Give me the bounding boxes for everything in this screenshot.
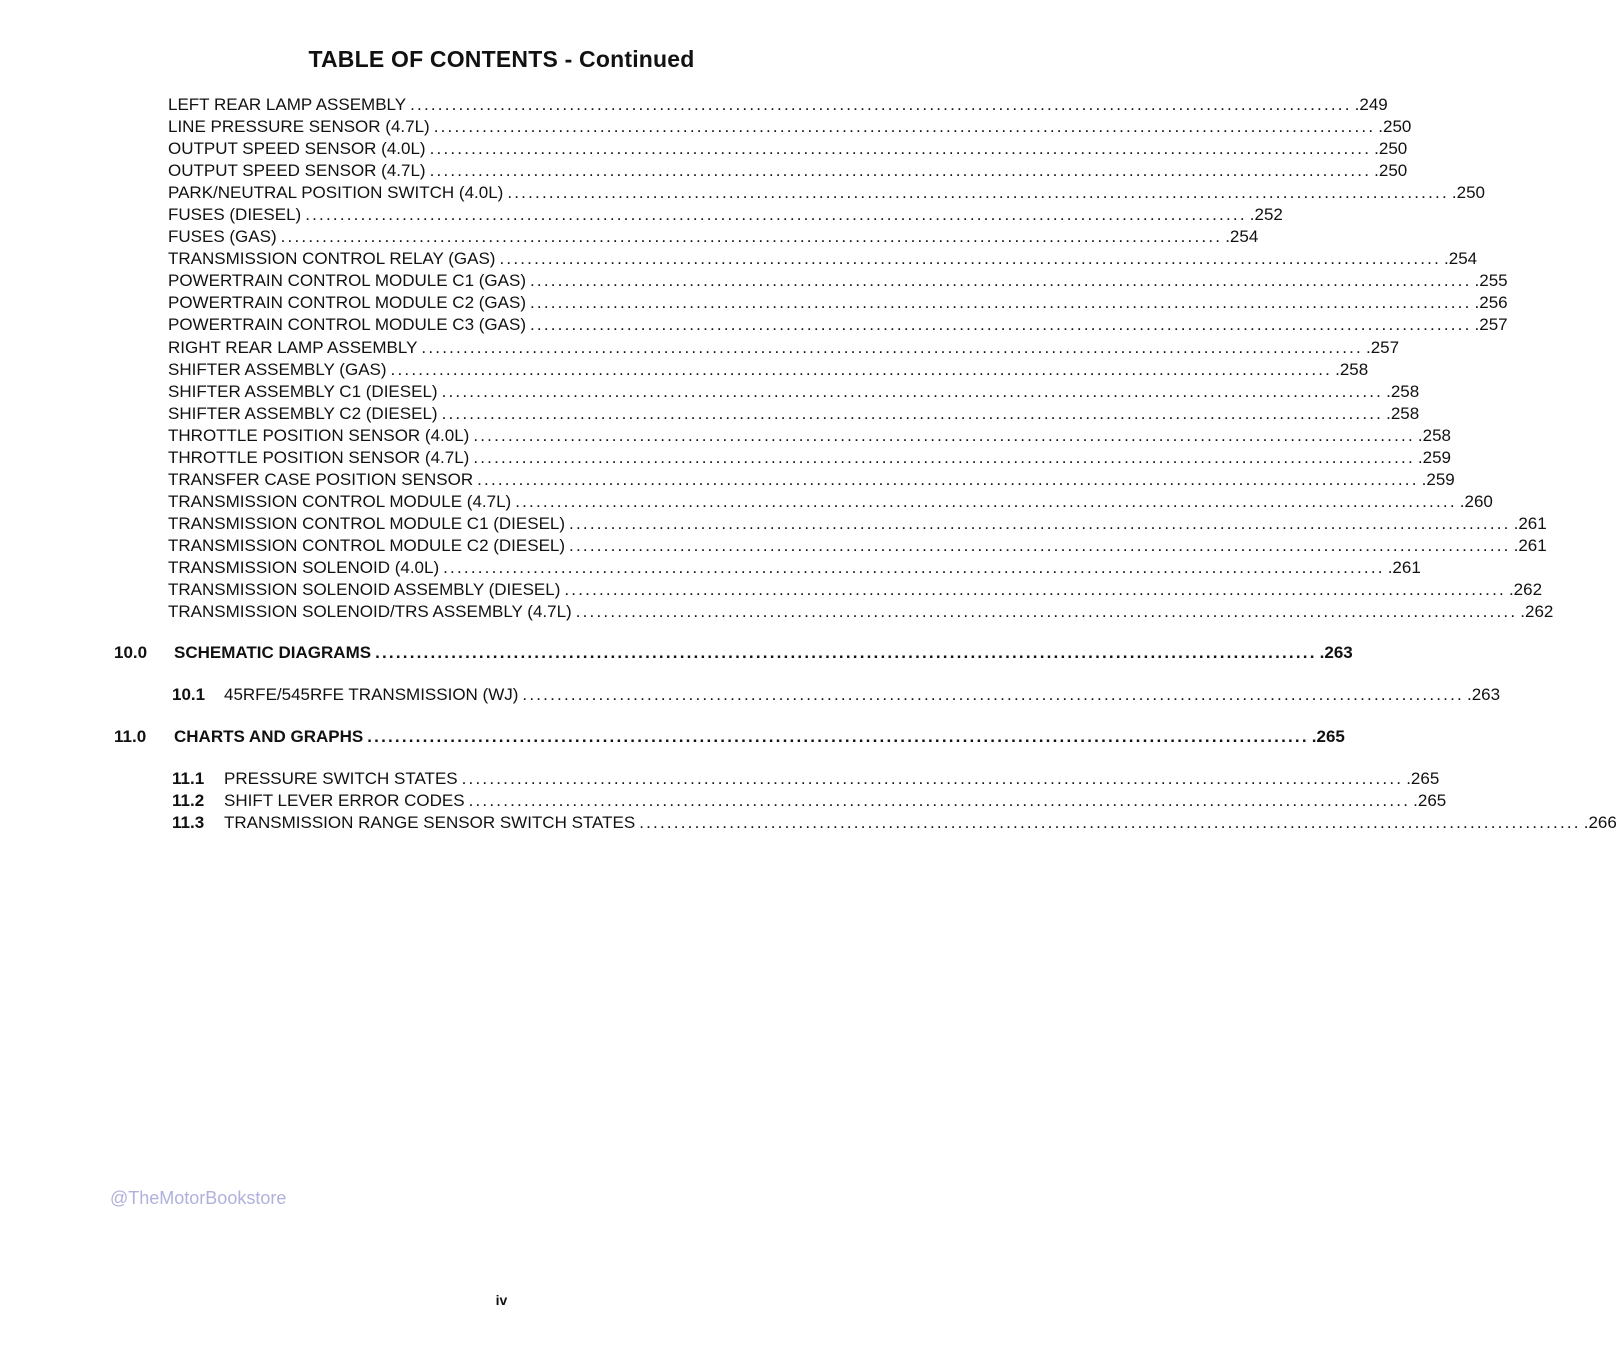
leader-dots: ........................................................................................................................................ <box>441 403 1384 423</box>
subsection-number: 10.1 <box>172 685 206 704</box>
toc-subsection[interactable] <box>172 791 1447 813</box>
toc-entry-label: TRANSMISSION CONTROL MODULE (4.7L) <box>168 491 512 511</box>
toc-entry-label: THROTTLE POSITION SENSOR (4.0L) <box>168 425 470 445</box>
subsection-page: .266 <box>1583 813 1617 833</box>
leader-dots: ........................................................................................................................................ <box>477 469 1419 489</box>
toc-entry[interactable] <box>168 139 1408 161</box>
toc-entry[interactable] <box>168 381 1420 404</box>
leader-dots: ........................................................................................................................................ <box>421 337 1363 357</box>
toc-entry[interactable] <box>168 315 1508 337</box>
toc-entry-page: .262 <box>1520 602 1554 622</box>
toc-entry-label: OUTPUT SPEED SENSOR (4.0L) <box>168 139 426 159</box>
toc-entry-page: .258 <box>1417 425 1451 445</box>
toc-subsection[interactable] <box>172 685 1501 707</box>
toc-entry-page: .257 <box>1474 315 1508 335</box>
toc-entry-label: SHIFTER ASSEMBLY C1 (DIESEL) <box>168 381 438 401</box>
toc-entry-page: .254 <box>1225 227 1259 247</box>
section-number: 10.0 <box>114 643 148 662</box>
toc-entry-label: SHIFTER ASSEMBLY (GAS) <box>168 359 387 379</box>
toc-subsection[interactable] <box>172 769 1440 791</box>
leader-dots: ........................................................................................................................................ <box>529 271 1472 291</box>
leader-dots: ........................................................................................................................................ <box>433 117 1376 137</box>
section-number: 11.0 <box>114 727 147 746</box>
leader-dots: ........................................................................................................................................ <box>375 643 1317 662</box>
subsection-label: SHIFT LEVER ERROR CODES <box>224 791 465 811</box>
toc-entry-page: .260 <box>1459 491 1493 511</box>
leader-dots: ........................................................................................................................................ <box>305 205 1247 225</box>
leader-dots: ........................................................................................................................................ <box>499 249 1442 269</box>
toc-entry-label: FUSES (GAS) <box>168 227 277 247</box>
subsection-number: 11.1 <box>172 769 205 788</box>
leader-dots: ........................................................................................................................................ <box>473 447 1415 467</box>
toc-section-10[interactable] <box>114 643 1353 663</box>
toc-entry-label: TRANSMISSION SOLENOID ASSEMBLY (DIESEL) <box>168 580 561 600</box>
subsection-label: 45RFE/545RFE TRANSMISSION (WJ) <box>224 685 519 704</box>
leader-dots: ........................................................................................................................................ <box>429 139 1372 159</box>
leader-dots: ........................................................................................................................................ <box>522 685 1464 704</box>
toc-entry[interactable] <box>168 183 1485 205</box>
section-label: CHARTS AND GRAPHS <box>174 727 364 746</box>
subsection-page: .263 <box>1466 685 1501 704</box>
toc-entry-page: .258 <box>1335 359 1369 379</box>
toc-entry-page: .259 <box>1417 447 1451 467</box>
toc-subsection[interactable] <box>172 813 1617 835</box>
toc-entry[interactable] <box>168 337 1400 360</box>
leader-dots: ........................................................................................................................................ <box>410 95 1352 114</box>
toc-entry-page: .262 <box>1508 580 1543 600</box>
leader-dots: ........................................................................................................................................ <box>443 557 1385 577</box>
subsection-number: 11.2 <box>172 791 205 811</box>
leader-dots: ........................................................................................................................................ <box>507 183 1449 203</box>
leader-dots: ........................................................................................................................................ <box>461 769 1404 788</box>
toc-entries <box>168 95 1554 624</box>
section-label: SCHEMATIC DIAGRAMS <box>174 643 372 662</box>
leader-dots: ........................................................................................................................................ <box>280 227 1223 247</box>
toc-entry[interactable] <box>168 491 1493 514</box>
toc-entry[interactable] <box>168 117 1412 139</box>
toc-entry[interactable] <box>168 513 1547 536</box>
toc-entry-label: SHIFTER ASSEMBLY C2 (DIESEL) <box>168 403 438 423</box>
section-page: .263 <box>1319 643 1353 662</box>
subsection-list <box>172 685 1501 707</box>
toc-entry-label: TRANSMISSION CONTROL RELAY (GAS) <box>168 249 496 269</box>
toc-entry-label: LEFT REAR LAMP ASSEMBLY <box>168 95 407 114</box>
toc-entry-label: RIGHT REAR LAMP ASSEMBLY <box>168 337 418 357</box>
toc-entry[interactable] <box>168 580 1543 602</box>
toc-entry[interactable] <box>168 403 1420 426</box>
leader-dots: ........................................................................................................................................ <box>515 491 1457 511</box>
leader-dots: ........................................................................................................................................ <box>390 359 1333 379</box>
leader-dots: ........................................................................................................................................ <box>367 727 1309 746</box>
toc-entry-page: .261 <box>1513 535 1547 555</box>
toc-entry-label: POWERTRAIN CONTROL MODULE C3 (GAS) <box>168 315 526 335</box>
leader-dots: ........................................................................................................................................ <box>569 513 1511 533</box>
toc-entry[interactable] <box>168 425 1451 448</box>
toc-entry-page: .258 <box>1386 381 1420 401</box>
toc-entry-label: TRANSMISSION SOLENOID/TRS ASSEMBLY (4.7L) <box>168 602 572 622</box>
toc-entry[interactable] <box>168 557 1421 580</box>
toc-entry-page: .250 <box>1374 139 1408 159</box>
toc-entry-label: TRANSFER CASE POSITION SENSOR <box>168 469 474 489</box>
subsection-label: PRESSURE SWITCH STATES <box>224 769 458 788</box>
toc-entry-label: THROTTLE POSITION SENSOR (4.7L) <box>168 447 470 467</box>
leader-dots: ........................................................................................................................................ <box>639 813 1581 833</box>
toc-entry[interactable] <box>168 359 1369 382</box>
leader-dots: ........................................................................................................................................ <box>569 535 1511 555</box>
toc-entry-label: TRANSMISSION SOLENOID (4.0L) <box>168 557 440 577</box>
subsection-number: 11.3 <box>172 813 205 833</box>
subsection-page: .265 <box>1413 791 1447 811</box>
page-number: iv <box>495 1292 508 1308</box>
subsection-page: .265 <box>1406 769 1440 788</box>
toc-entry-label: TRANSMISSION CONTROL MODULE C1 (DIESEL) <box>168 513 566 533</box>
toc-entry-page: .261 <box>1387 557 1421 577</box>
toc-entry-page: .256 <box>1474 293 1508 313</box>
toc-entry[interactable] <box>168 205 1283 227</box>
toc-entry-label: PARK/NEUTRAL POSITION SWITCH (4.0L) <box>168 183 504 203</box>
leader-dots: ........................................................................................................................................ <box>429 161 1372 181</box>
page-title: TABLE OF CONTENTS - Continued <box>308 46 695 72</box>
toc-entry[interactable] <box>168 249 1478 271</box>
leader-dots: ........................................................................................................................................ <box>575 602 1518 622</box>
leader-dots: ........................................................................................................................................ <box>529 293 1472 313</box>
leader-dots: ........................................................................................................................................ <box>441 381 1384 401</box>
leader-dots: ........................................................................................................................................ <box>529 315 1472 335</box>
toc-entry-label: POWERTRAIN CONTROL MODULE C1 (GAS) <box>168 271 526 291</box>
leader-dots: ........................................................................................................................................ <box>564 580 1506 600</box>
toc-entry[interactable] <box>168 293 1508 315</box>
watermark: @TheMotorBookstore <box>110 1188 287 1208</box>
toc-entry[interactable] <box>168 535 1547 558</box>
toc-entry-label: OUTPUT SPEED SENSOR (4.7L) <box>168 161 426 181</box>
toc-section-11[interactable] <box>114 727 1345 747</box>
toc-entry-page: .261 <box>1513 513 1547 533</box>
toc-entry[interactable] <box>168 95 1388 117</box>
toc-entry[interactable] <box>168 271 1508 293</box>
toc-entry[interactable] <box>168 447 1451 470</box>
toc-entry[interactable] <box>168 161 1408 183</box>
toc-entry-page: .252 <box>1249 205 1283 225</box>
toc-entry-label: POWERTRAIN CONTROL MODULE C2 (GAS) <box>168 293 526 313</box>
toc-entry-label: TRANSMISSION CONTROL MODULE C2 (DIESEL) <box>168 535 566 555</box>
toc-entry[interactable] <box>168 602 1554 624</box>
toc-entry-label: LINE PRESSURE SENSOR (4.7L) <box>168 117 430 137</box>
toc-entry[interactable] <box>168 227 1259 249</box>
toc-entry-label: FUSES (DIESEL) <box>168 205 302 225</box>
leader-dots: ........................................................................................................................................ <box>473 425 1415 445</box>
toc-entry[interactable] <box>168 469 1455 492</box>
toc-entry-page: .259 <box>1421 469 1455 489</box>
toc-entry-page: .255 <box>1474 271 1508 291</box>
toc-entry-page: .258 <box>1386 403 1420 423</box>
toc-entry-page: .249 <box>1354 95 1388 114</box>
section-page: .265 <box>1311 727 1345 746</box>
leader-dots: ........................................................................................................................................ <box>468 791 1411 811</box>
subsection-list <box>172 769 1617 835</box>
toc-entry-page: .250 <box>1451 183 1485 203</box>
toc-entry-page: .250 <box>1378 117 1412 137</box>
toc-entry-page: .257 <box>1365 337 1400 357</box>
toc-entry-page: .254 <box>1444 249 1478 269</box>
subsection-label: TRANSMISSION RANGE SENSOR SWITCH STATES <box>224 813 636 833</box>
toc-entry-page: .250 <box>1374 161 1408 181</box>
